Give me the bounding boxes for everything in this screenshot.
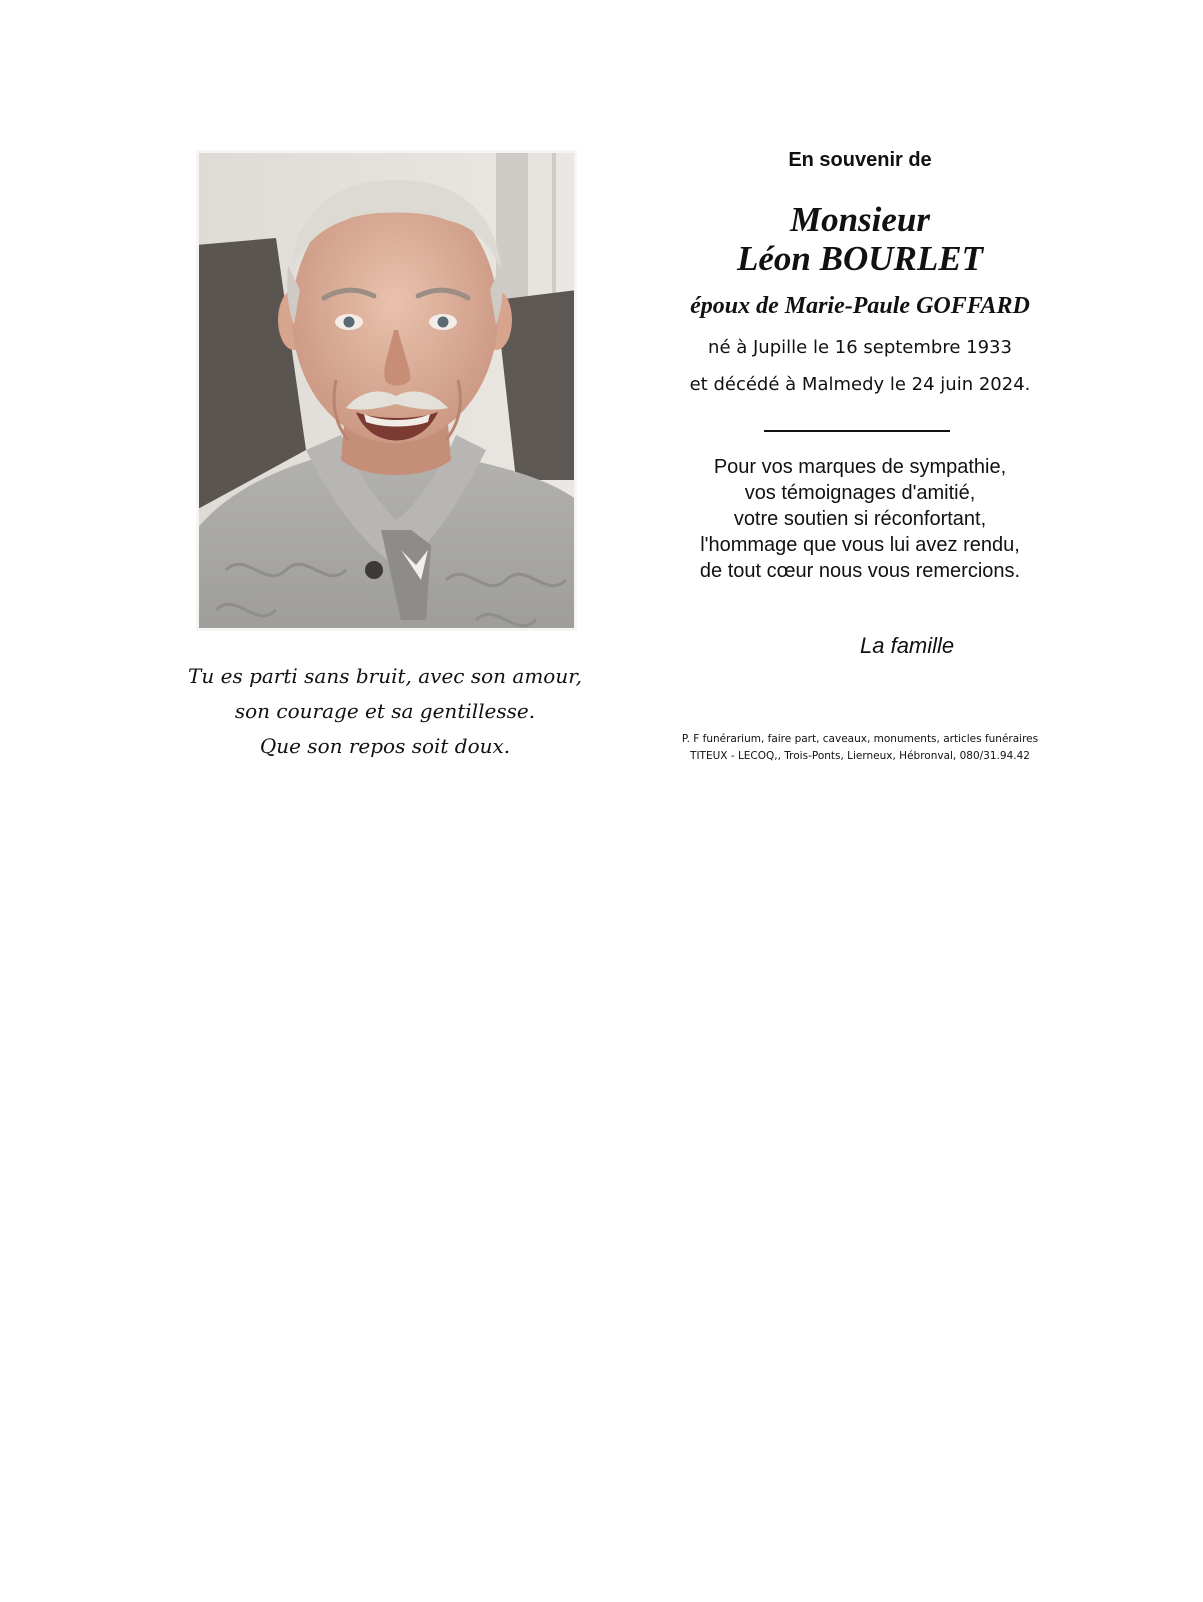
portrait-illustration (196, 150, 577, 631)
thanks-message (650, 454, 1070, 584)
poem-line: Tu es parti sans bruit, avec son amour, (188, 664, 582, 688)
birth-line: né à Jupille le 16 septembre 1933 (708, 337, 1012, 358)
portrait-photo (196, 150, 577, 631)
thanks-line: de tout cœur nous vous remercions. (699, 560, 1021, 582)
thanks-line: vos témoignages d'amitié, (744, 482, 976, 504)
poem-line: son courage et sa gentillesse. (234, 699, 536, 723)
deceased-name: Léon BOURLET (737, 239, 983, 278)
death-line: et décédé à Malmedy le 24 juin 2024. (689, 374, 1031, 395)
funeral-home-footer (640, 731, 1080, 765)
thanks-line: l'hommage que vous lui avez rendu, (700, 534, 1020, 556)
poem (150, 659, 620, 764)
honorific: Monsieur (789, 200, 931, 239)
footer-line: P. F funérarium, faire part, caveaux, monuments, articles funéraires (681, 733, 1039, 745)
spouse-line: époux de Marie-Paule GOFFARD (690, 293, 1030, 319)
divider (764, 430, 950, 432)
thanks-line: Pour vos marques de sympathie, (713, 456, 1007, 478)
footer-line: TITEUX - LECOQ,, Trois-Ponts, Lierneux, Hébronval, 080/31.94.42 (690, 750, 1030, 762)
thanks-line: votre soutien si réconfortant, (733, 508, 987, 530)
signature: La famille (860, 633, 955, 658)
deceased-name-block (650, 200, 1070, 278)
heading: En souvenir de (788, 149, 932, 171)
poem-line: Que son repos soit doux. (259, 734, 511, 758)
dates-block (650, 329, 1070, 403)
